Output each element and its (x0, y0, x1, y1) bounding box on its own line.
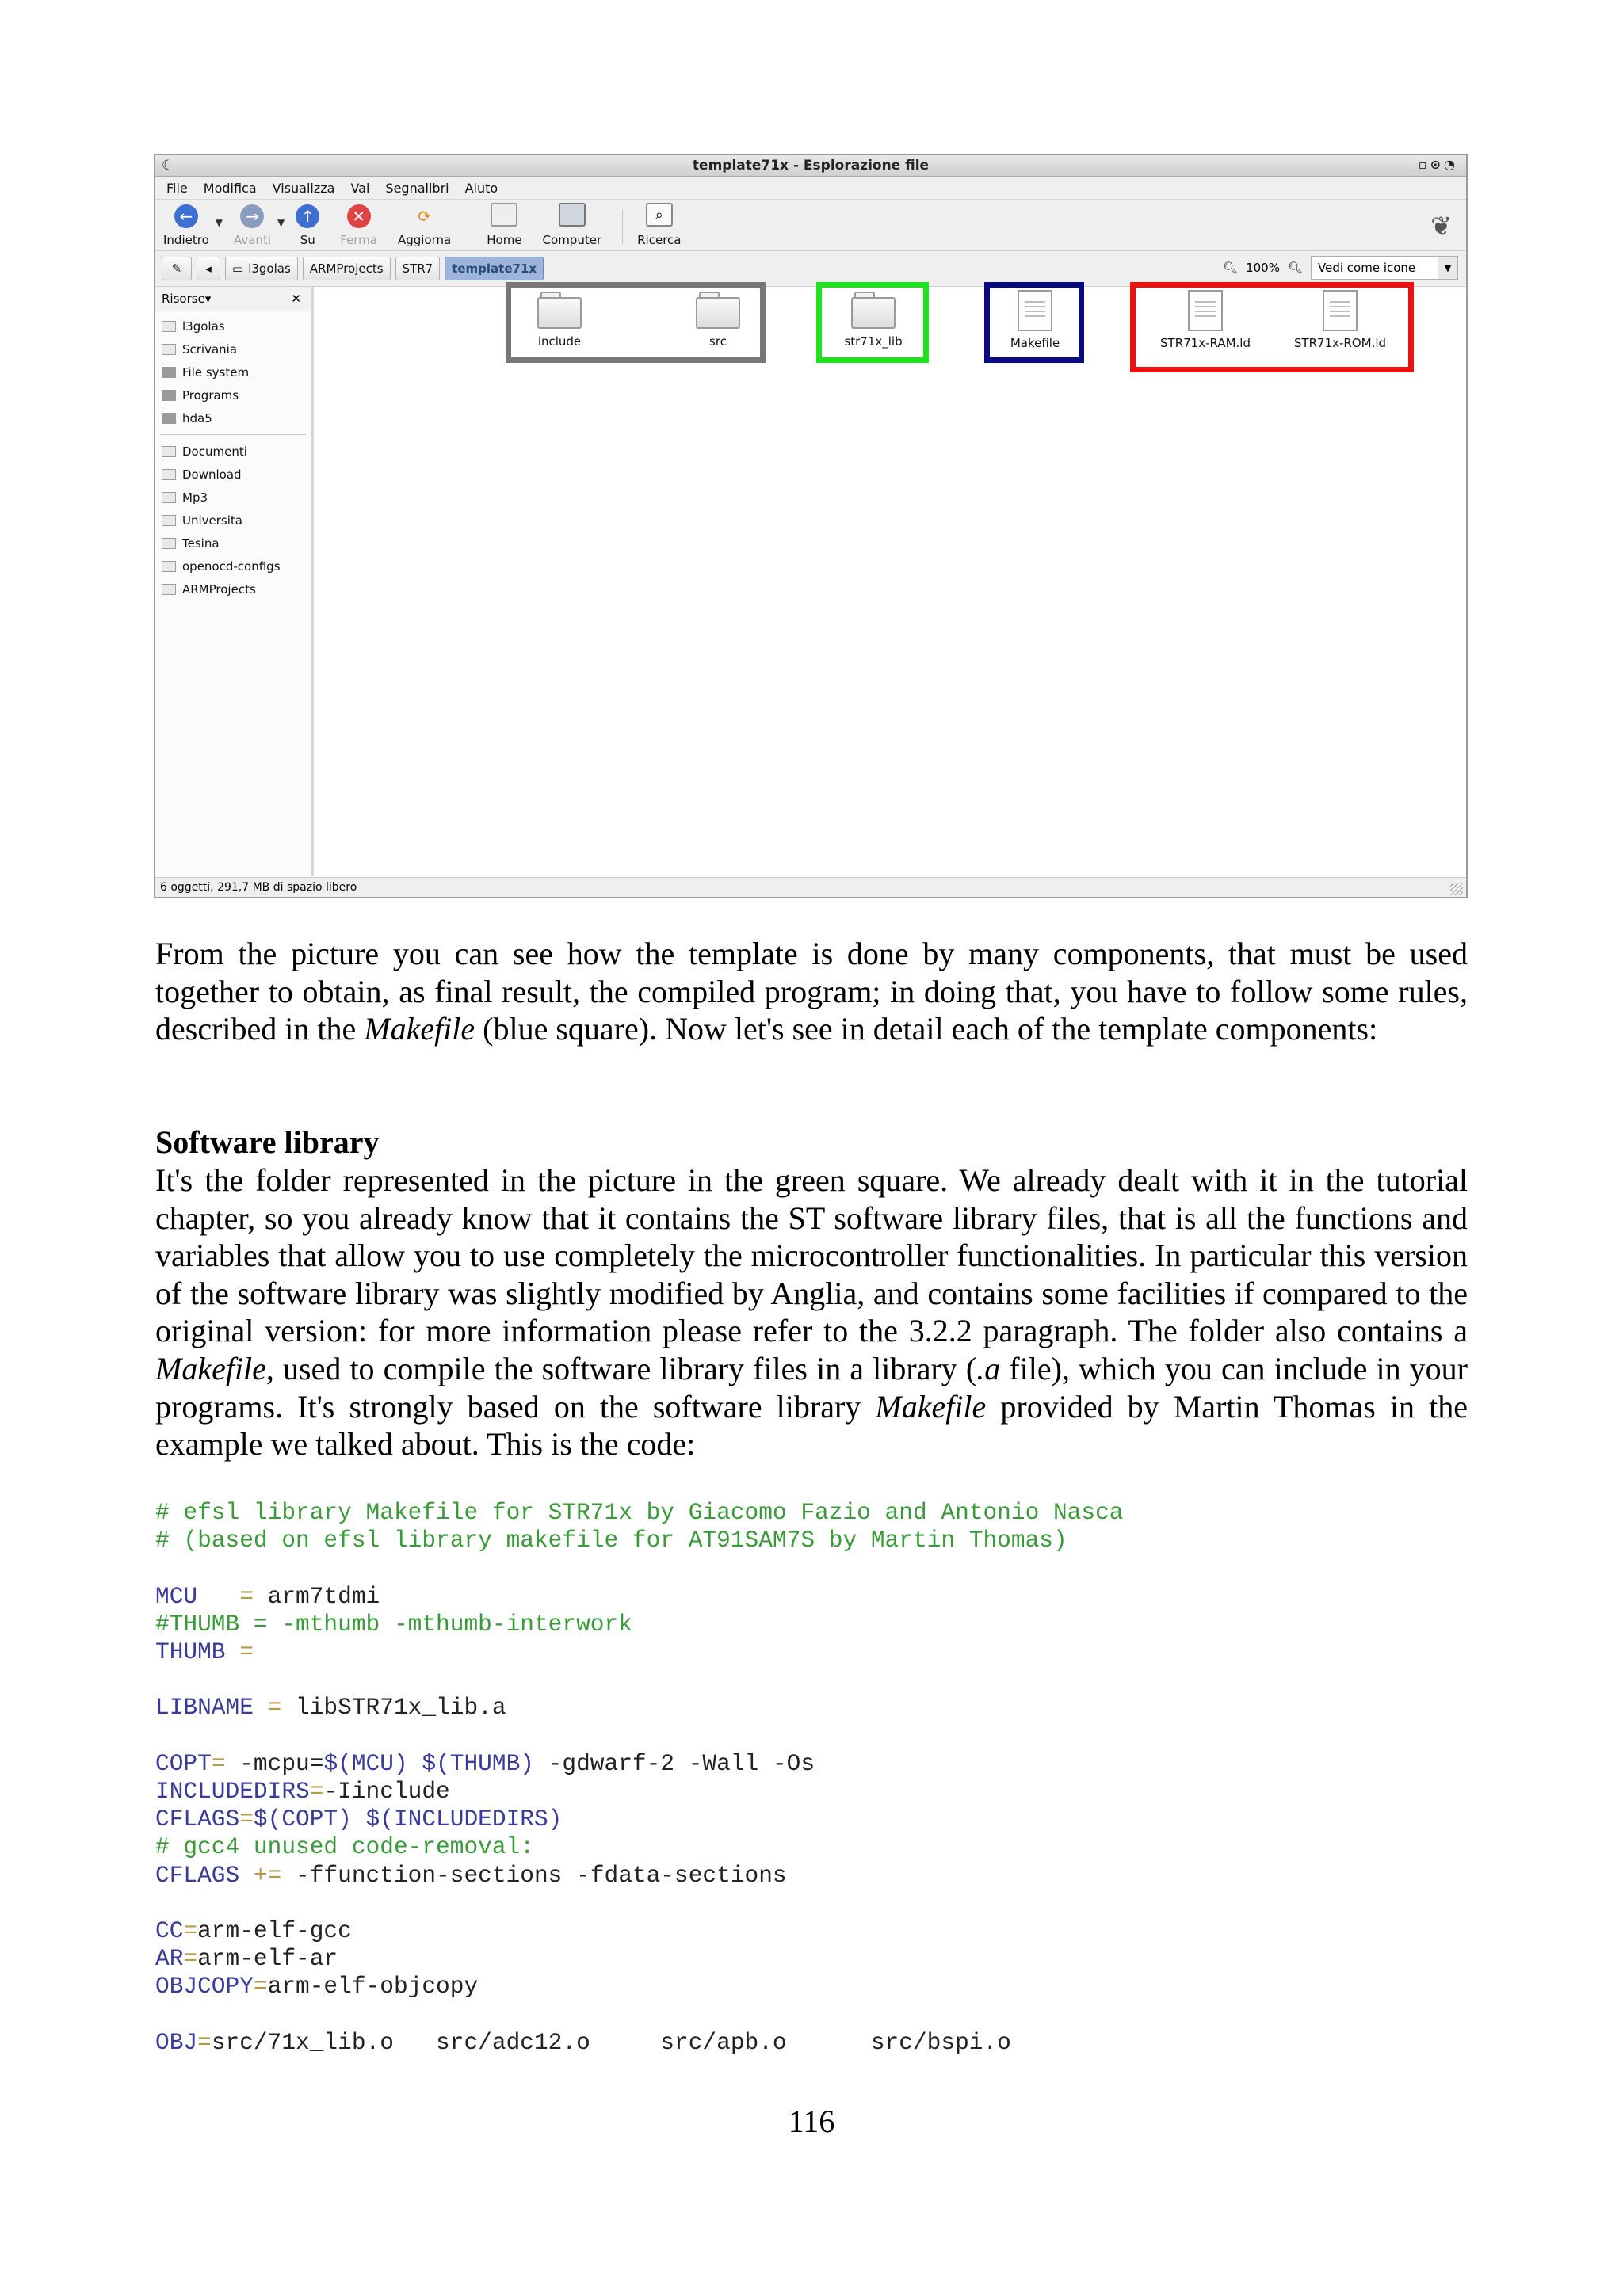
sidebar-item-programs[interactable]: Programs (155, 383, 311, 406)
sidebar-item-openocd-configs[interactable]: openocd-configs (155, 555, 311, 578)
search-button[interactable]: ⌕ Ricerca (637, 203, 681, 250)
code-line-blank (155, 1722, 1468, 1750)
chevron-down-icon: ▼ (1438, 257, 1457, 279)
sidebar (155, 287, 314, 876)
toggle-location-entry-button[interactable] (162, 257, 192, 280)
archive-extension: .a (976, 1350, 1001, 1386)
chevron-left-icon: ◂ (205, 261, 212, 276)
back-button[interactable]: ← Indietro (163, 204, 209, 250)
intro-paragraph: From the picture you can see how the template is done by many components, that must be used together to obtain, as final result, the compiled program; in doing that, you have to follow some rules, described in the Makefile (blue square). Now let's see in detail each of the template components: (155, 936, 1468, 1047)
sidebar-item-universita[interactable]: Universita (155, 509, 311, 532)
gnome-foot-icon: ❦ (1430, 211, 1452, 241)
zoom-in-icon[interactable]: 🔍︎ (1287, 261, 1303, 275)
desktop-icon (162, 344, 176, 355)
forward-history-dropdown-icon[interactable]: ▼ (277, 217, 285, 228)
menu-vai[interactable]: Vai (350, 180, 370, 196)
window-title: template71x - Esplorazione file (692, 158, 930, 174)
code-line: INCLUDEDIRS=-Iinclude (155, 1778, 450, 1806)
drive-icon (162, 367, 176, 378)
folder-icon (696, 292, 740, 328)
computer-button[interactable]: Computer (543, 203, 602, 250)
folder-icon (162, 584, 176, 595)
folder-icon (537, 292, 582, 328)
code-line: MCU = arm7tdmi (155, 1582, 380, 1610)
view-mode-select[interactable]: Vedi come icone ▼ (1311, 256, 1458, 280)
reload-button[interactable]: ⟳ Aggiorna (398, 204, 451, 250)
code-line: #THUMB = -mthumb -mthumb-interwork (155, 1610, 632, 1638)
drive-icon (162, 390, 176, 401)
up-button[interactable]: ↑ Su (296, 204, 319, 250)
window-controls[interactable]: ▫⊙◔ (1418, 157, 1458, 172)
toolbar (155, 200, 1466, 251)
file-makefile[interactable]: Makefile (987, 290, 1083, 350)
back-arrow-icon: ← (174, 204, 198, 228)
code-line-blank (155, 1666, 1468, 1694)
text-file-icon (1018, 290, 1052, 331)
forward-arrow-icon: → (240, 204, 264, 228)
reload-icon: ⟳ (413, 204, 437, 228)
resize-grip-icon[interactable] (1450, 883, 1463, 895)
sidebar-divider (160, 434, 306, 435)
status-text: 6 oggetti, 291,7 MB di spazio libero (160, 881, 357, 894)
computer-icon (559, 203, 586, 227)
code-line: CFLAGS=$(COPT) $(INCLUDEDIRS) (155, 1806, 563, 1833)
sidebar-item-armprojects[interactable]: ARMProjects (155, 578, 311, 601)
breadcrumb-armprojects[interactable]: ARMProjects (303, 257, 391, 280)
makefile-term: Makefile (875, 1388, 987, 1425)
folder-icon (162, 469, 176, 480)
code-line-blank (155, 1554, 1468, 1582)
window-body (155, 287, 1466, 876)
menu-visualizza[interactable]: Visualizza (272, 180, 335, 196)
breadcrumb-l3golas[interactable]: ▭ l3golas (225, 257, 298, 280)
folder-icon (162, 538, 176, 549)
folder-str71x-lib[interactable]: str71x_lib (826, 292, 921, 349)
section-heading: Software library (155, 1124, 380, 1160)
breadcrumb-template71x[interactable]: template71x (445, 257, 544, 280)
makefile-term: Makefile (364, 1011, 475, 1047)
sidebar-item-file-system[interactable]: File system (155, 360, 311, 383)
code-line: OBJ=src/71x_lib.o src/adc12.o src/apb.o src/bspi.o (155, 2028, 1011, 2056)
file-manager-screenshot (154, 154, 1468, 898)
code-line: # (based on efsl library makefile for AT91SAM7S by Martin Thomas) (155, 1527, 1067, 1554)
stop-icon: ✕ (347, 204, 371, 228)
folder-icon (162, 561, 176, 572)
menu-aiuto[interactable]: Aiuto (464, 180, 498, 196)
drive-icon (162, 413, 176, 424)
breadcrumb-scroll-left-button[interactable] (197, 257, 220, 280)
folder-icon (162, 515, 176, 526)
file-str71x-rom-ld[interactable]: STR71x-ROM.ld (1273, 290, 1407, 350)
home-button[interactable]: Home (487, 203, 521, 250)
folder-icon (162, 446, 176, 457)
status-bar (155, 877, 1466, 897)
code-line: CFLAGS += -ffunction-sections -fdata-sections (155, 1861, 787, 1889)
software-library-paragraph: It's the folder represented in the picture in the green square. We already dealt with it in the tutorial chapter, so you already know that it contains the ST software library files, that is all the functions and variables that allow you to use completely the microcontroller functionalities. In particular this version of the software library was slightly modified by Anglia, and contains some facilities if compared to the original version: for more information please refer to the 3.2.2 paragraph. The folder also contains a Makefile, used to compile the software library files in a library (.a file), which you can include in your programs. It's strongly based on the software library Makefile provided by Martin Thomas in the example we talked about. This is the code: (155, 1162, 1468, 1463)
code-line-blank (155, 1890, 1468, 1917)
chevron-down-icon: ▾ (204, 292, 212, 306)
folder-icon (162, 492, 176, 503)
menubar (155, 177, 1466, 200)
view-controls (1223, 256, 1458, 280)
code-line: OBJCOPY=arm-elf-objcopy (155, 1973, 479, 2000)
edit-icon: ✎ (171, 261, 182, 276)
sidebar-header[interactable]: Risorse▾ ✕ (155, 287, 311, 311)
search-icon: ⌕ (646, 203, 673, 227)
code-line: AR=arm-elf-ar (155, 1945, 338, 1973)
sidebar-item-scrivania[interactable]: Scrivania (155, 338, 311, 360)
zoom-out-icon[interactable]: 🔍︎ (1223, 261, 1239, 275)
up-arrow-icon: ↑ (296, 204, 319, 228)
menu-modifica[interactable]: Modifica (203, 180, 257, 196)
sidebar-item-l3golas[interactable]: l3golas (155, 315, 311, 338)
page-number: 116 (788, 2103, 835, 2139)
code-line: # gcc4 unused code-removal: (155, 1833, 534, 1861)
folder-icon (851, 292, 896, 328)
menu-segnalibri[interactable]: Segnalibri (385, 180, 449, 196)
makefile-term: Makefile (155, 1350, 266, 1386)
sidebar-item-download[interactable]: Download (155, 463, 311, 486)
code-line: LIBNAME = libSTR71x_lib.a (155, 1694, 506, 1722)
sidebar-item-tesina[interactable]: Tesina (155, 532, 311, 555)
toolbar-separator (622, 209, 623, 244)
makefile-code-block (155, 1499, 1468, 2057)
zoom-level[interactable]: 100% (1246, 261, 1280, 275)
breadcrumb-str7[interactable]: STR7 (395, 257, 441, 280)
sidebar-item-mp3[interactable]: Mp3 (155, 486, 311, 509)
menu-file[interactable]: File (166, 180, 188, 196)
window-titlebar (155, 155, 1466, 177)
sidebar-item-hda5[interactable]: hda5 (155, 406, 311, 429)
gnome-logo-icon: ☾ (162, 158, 174, 174)
forward-button[interactable]: → Avanti (234, 204, 271, 250)
folder-src[interactable]: src (670, 292, 766, 349)
code-line: COPT= -mcpu=$(MCU) $(THUMB) -gdwarf-2 -Wall -Os (155, 1749, 815, 1777)
home-icon (491, 203, 517, 227)
home-folder-icon: ▭ (232, 261, 244, 276)
back-history-dropdown-icon[interactable]: ▼ (215, 217, 223, 228)
icon-view (314, 287, 1466, 876)
sidebar-places (155, 311, 311, 601)
text-file-icon (1323, 290, 1358, 331)
code-line: THUMB = (155, 1638, 254, 1666)
close-icon[interactable]: ✕ (291, 292, 301, 306)
home-folder-icon (162, 321, 176, 332)
code-line: # efsl library Makefile for STR71x by Giacomo Fazio and Antonio Nasca (155, 1499, 1124, 1526)
file-str71x-ram-ld[interactable]: STR71x-RAM.ld (1138, 290, 1273, 350)
text-file-icon (1188, 290, 1223, 331)
code-line-blank (155, 2001, 1468, 2029)
sidebar-item-documenti[interactable]: Documenti (155, 440, 311, 463)
folder-include[interactable]: include (512, 292, 607, 349)
stop-button[interactable]: ✕ Ferma (340, 204, 377, 250)
code-line: CC=arm-elf-gcc (155, 1917, 352, 1945)
